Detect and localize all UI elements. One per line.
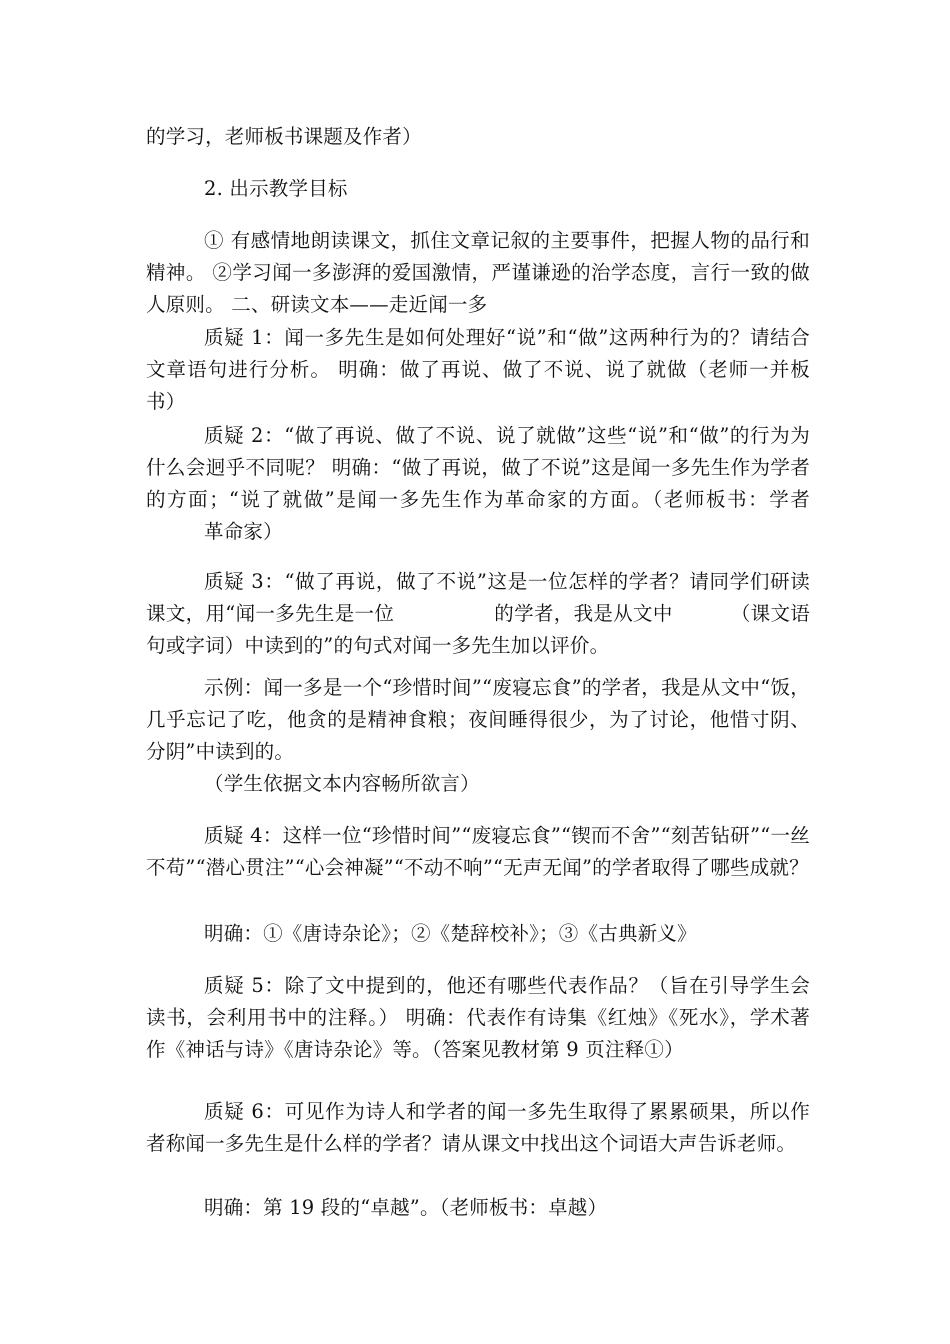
paragraph-2: 2. 出示教学目标	[204, 177, 348, 200]
paragraph-3: ① 有感情地朗读课文，抓住文章记叙的主要事件，把握人物的品行和精神。 ②学习闻一多澎湃的爱国激情，严谨谦逊的治学态度，言行一致的做人原则。 二、研读文本——走近闻一多	[146, 229, 810, 316]
paragraph-6-part-b: 的学者，我是从文中	[494, 602, 673, 625]
paragraph-9: 质疑 4：这样一位“珍惜时间”“废寝忘食”“锲而不舍”“刻苦钻研”“一丝不苟”“潜心贯注”“心会神凝”“不动不响”“无声无闻”的学者取得了哪些成就？	[146, 824, 810, 879]
paragraph-4: 质疑 1：闻一多先生是如何处理好“说”和“做”这两种行为的？请结合文章语句进行分析。 明确：做了再说、做了不说、说了就做（老师一并板书）	[146, 326, 810, 413]
paragraph-1: 的学习，老师板书课题及作者）	[146, 125, 422, 148]
paragraph-5	[146, 420, 810, 548]
paragraph-5-part-b: 革命家）	[204, 520, 283, 543]
paragraph-8: （学生依据文本内容畅所欲言）	[204, 772, 480, 795]
paragraph-7: 示例：闻一多是一个“珍惜时间”“废寝忘食”的学者，我是从文中“饭，几乎忘记了吃，他贪的是精神食粮；夜间睡得很少，为了讨论，他惜寸阴、分阴”中读到的。	[146, 676, 810, 763]
paragraph-6-part-a: 质疑 3：“做了再说，做了不说”这是一位怎样的学者？请同学们研读课文，用“闻一多先生是一位	[146, 570, 810, 625]
paragraph-6	[146, 566, 810, 662]
paragraph-5-part-a: 质疑 2：“做了再说、做了不说、说了就做”这些“说”和“做”的行为为什么会迥乎不同呢？ 明确：“做了再说，做了不说”这是闻一多先生作为学者的方面；“说了就做”是闻一多先生作为革命家的方面。（老师板书：学者	[146, 424, 810, 511]
paragraph-6-part-c: （课文语句或字词）中读到的”的句式对闻一多先生加以评价。	[146, 602, 810, 657]
paragraph-13: 明确：第 19 段的“卓越”。（老师板书：卓越）	[204, 1196, 608, 1219]
paragraph-10: 明确：①《唐诗杂论》；②《楚辞校补》；③《古典新义》	[204, 922, 697, 945]
paragraph-11: 质疑 5：除了文中提到的，他还有哪些代表作品？（旨在引导学生会读书，会利用书中的注释。） 明确：代表作有诗集《红烛》《死水》，学术著作《神话与诗》《唐诗杂论》等。（答案见教材第 9 页注释①）	[146, 974, 810, 1061]
paragraph-12: 质疑 6：可见作为诗人和学者的闻一多先生取得了累累硕果，所以作者称闻一多先生是什么样的学者？请从课文中找出这个词语大声告诉老师。	[146, 1100, 810, 1155]
